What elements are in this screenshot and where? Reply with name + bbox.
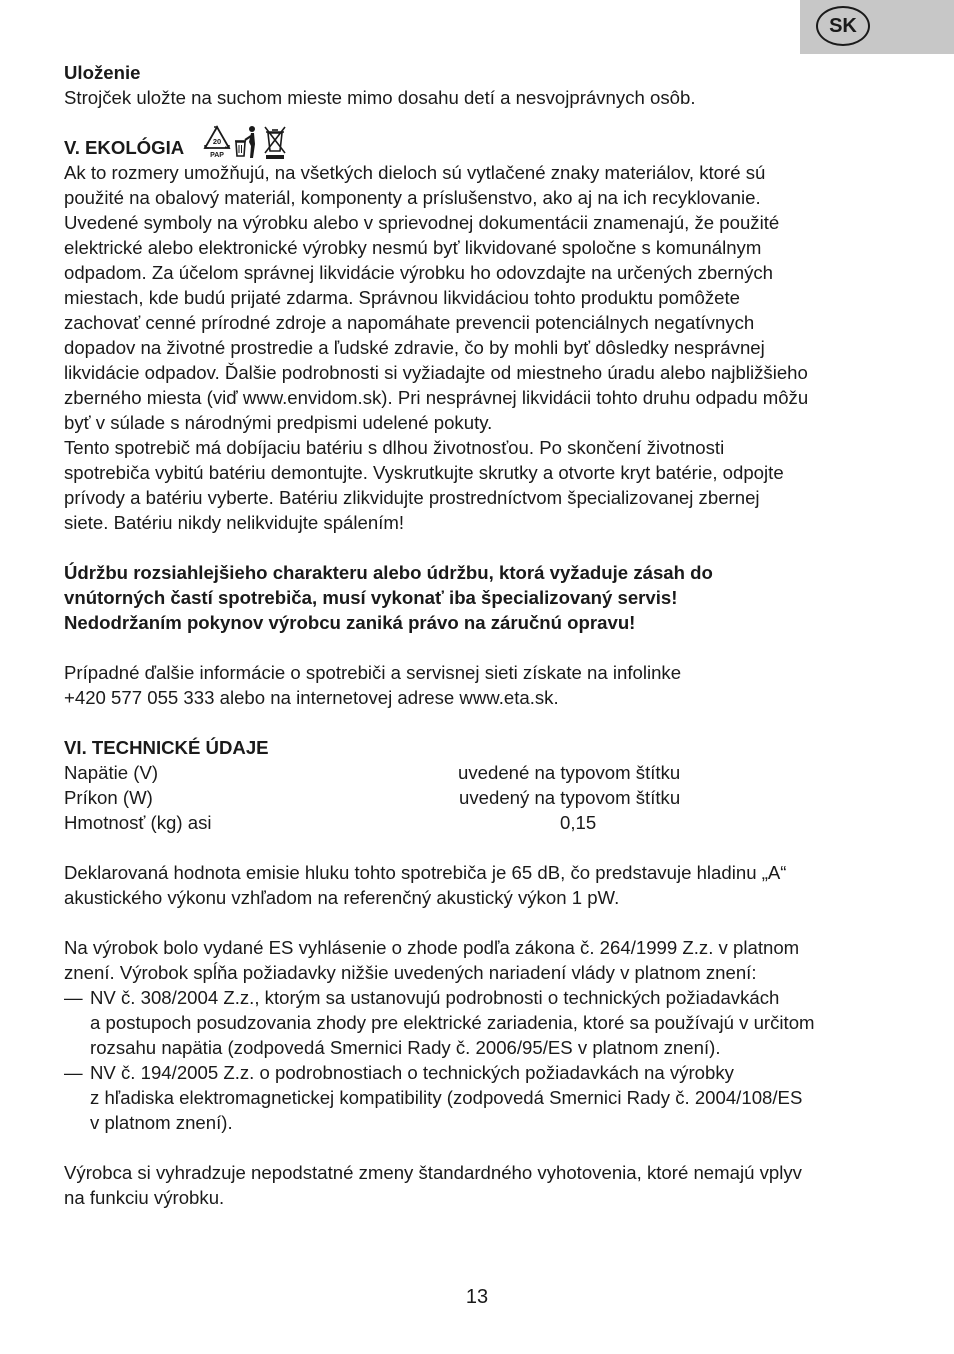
spec-row	[64, 785, 904, 810]
ecology-line: zachovať cenné prírodné zdroje a napomáhate prevencii potenciálnych negatívnych	[64, 312, 755, 333]
storage-heading: Uloženie	[64, 62, 141, 83]
ecology-line: likvidácie odpadov. Ďalšie podrobnosti si vyžiadajte od miestneho úradu alebo najbližšieho	[64, 362, 808, 383]
infoline-text	[64, 660, 904, 710]
ecology-heading: V. EKOLÓGIA	[64, 137, 185, 158]
regulation-line: rozsahu napätia (zodpovedá Smernici Rady č. 2006/95/ES v platnom znení).	[90, 1037, 721, 1058]
regulation-line: a postupoch posudzovania zhody pre elektrické zariadenia, ktoré sa používajú v určitom	[90, 1012, 815, 1033]
ecology-line: byť v súlade s národnými predpismi udelené pokuty.	[64, 412, 493, 433]
ecology-line: Tento spotrebič má dobíjaciu batériu s dlhou životnosťou. Po skončení životnosti	[64, 437, 725, 458]
spec-row	[64, 760, 904, 785]
ecology-line: Ak to rozmery umožňujú, na všetkých dieloch sú vytlačené znaky materiálov, ktoré sú	[64, 162, 766, 183]
service-warning	[64, 560, 904, 635]
ecology-line: miestach, kde budú prijaté zdarma. Správnou likvidáciou tohto produktu pomôžete	[64, 287, 740, 308]
regulation-item	[64, 1060, 904, 1135]
ecology-line: použité na obalový materiál, komponenty a príslušenstvo, ako aj na ich recyklovanie.	[64, 187, 761, 208]
declaration-text	[64, 935, 904, 985]
declaration-line: Na výrobok bolo vydané ES vyhlásenie o zhode podľa zákona č. 264/1999 Z.z. v platnom	[64, 937, 800, 958]
ecology-line: prívody a batériu vyberte. Batériu zlikvidujte prostredníctvom špecializovanej zbernej	[64, 487, 760, 508]
page-content	[64, 60, 904, 1210]
spec-label: Napätie (V)	[64, 762, 159, 783]
info-line: +420 577 055 333 alebo na internetovej adrese www.eta.sk.	[64, 687, 559, 708]
ecology-heading-row	[64, 122, 904, 160]
regulation-item	[64, 985, 904, 1060]
page-number: 13	[465, 1286, 489, 1308]
closing-line: Výrobca si vyhradzuje nepodstatné zmeny štandardného vyhotovenia, ktoré nemajú vplyv	[64, 1162, 802, 1183]
language-badge: SK	[816, 6, 870, 46]
ecology-line: odpadom. Za účelom správnej likvidácie výrobku ho odovzdajte na určených zberných	[64, 262, 774, 283]
spec-value: uvedené na typovom štítku	[458, 762, 681, 783]
ecology-line: dopadov na životné prostredie a ľudské zdravie, čo by mohli byť dôsledky nesprávnej	[64, 337, 765, 358]
regulation-line: v platnom znení).	[90, 1112, 233, 1133]
noise-text	[64, 860, 904, 910]
language-tab	[800, 0, 954, 54]
regulation-line: z hľadiska elektromagnetickej kompatibility (zodpovedá Smernici Rady č. 2004/108/ES	[90, 1087, 803, 1108]
technical-heading: VI. TECHNICKÉ ÚDAJE	[64, 737, 269, 758]
regulation-list	[64, 985, 904, 1135]
closing-line: na funkciu výrobku.	[64, 1187, 225, 1208]
recycle-label: PAP	[210, 152, 225, 159]
regulation-line: NV č. 194/2005 Z.z. o podrobnostiach o technických požiadavkách na výrobky	[90, 1062, 734, 1083]
list-dash: —	[64, 1062, 83, 1083]
recycle-code: 20	[213, 137, 222, 146]
ecology-text	[64, 160, 904, 535]
info-line: Prípadné ďalšie informácie o spotrebiči a servisnej sieti získate na infolinke	[64, 662, 682, 683]
recycle-icon	[202, 124, 232, 160]
warning-line: vnútorných častí spotrebiča, musí vykonať iba špecializovaný servis!	[64, 587, 678, 608]
ecology-symbols	[202, 122, 288, 160]
ecology-line: zberného miesta (viď www.envidom.sk). Pri nesprávnej likvidácii tohto druhu odpadu môžu	[64, 387, 809, 408]
spec-label: Príkon (W)	[64, 787, 153, 808]
noise-line: Deklarovaná hodnota emisie hluku tohto spotrebiča je 65 dB, čo predstavuje hladinu „A“	[64, 862, 787, 883]
regulation-line: NV č. 308/2004 Z.z., ktorým sa ustanovujú podrobnosti o technických požiadavkách	[90, 987, 780, 1008]
spec-value: 0,15	[560, 812, 597, 833]
declaration-line: znení. Výrobok spĺňa požiadavky nižšie uvedených nariadení vlády v platnom znení:	[64, 962, 757, 983]
spec-value: uvedený na typovom štítku	[459, 787, 681, 808]
list-dash: —	[64, 987, 83, 1008]
warning-line: Nedodržaním pokynov výrobcu zaniká právo na záručnú opravu!	[64, 612, 636, 633]
spec-row	[64, 810, 904, 835]
ecology-line: elektrické alebo elektronické výrobky nesmú byť likvidované spoločne s komunálnym	[64, 237, 762, 258]
warning-line: Údržbu rozsiahlejšieho charakteru alebo údržbu, ktorá vyžaduje zásah do	[64, 562, 713, 583]
spec-label: Hmotnosť (kg) asi	[64, 812, 212, 833]
ecology-line: siete. Batériu nikdy nelikvidujte spálením!	[64, 512, 405, 533]
storage-text: Strojček uložte na suchom mieste mimo dosahu detí a nesvojprávnych osôb.	[64, 87, 696, 108]
closing-text	[64, 1160, 904, 1210]
noise-line: akustického výkonu vzhľadom na referenčný akustický výkon 1 pW.	[64, 887, 620, 908]
crossed-bin-icon	[262, 124, 288, 160]
technical-table	[64, 760, 904, 835]
ecology-line: spotrebiča vybitú batériu demontujte. Vyskrutkujte skrutky a otvorte kryt batérie, odpojte	[64, 462, 784, 483]
ecology-line: Uvedené symboly na výrobku alebo v sprievodnej dokumentácii znamenajú, že použité	[64, 212, 780, 233]
tidyman-icon	[234, 124, 260, 160]
